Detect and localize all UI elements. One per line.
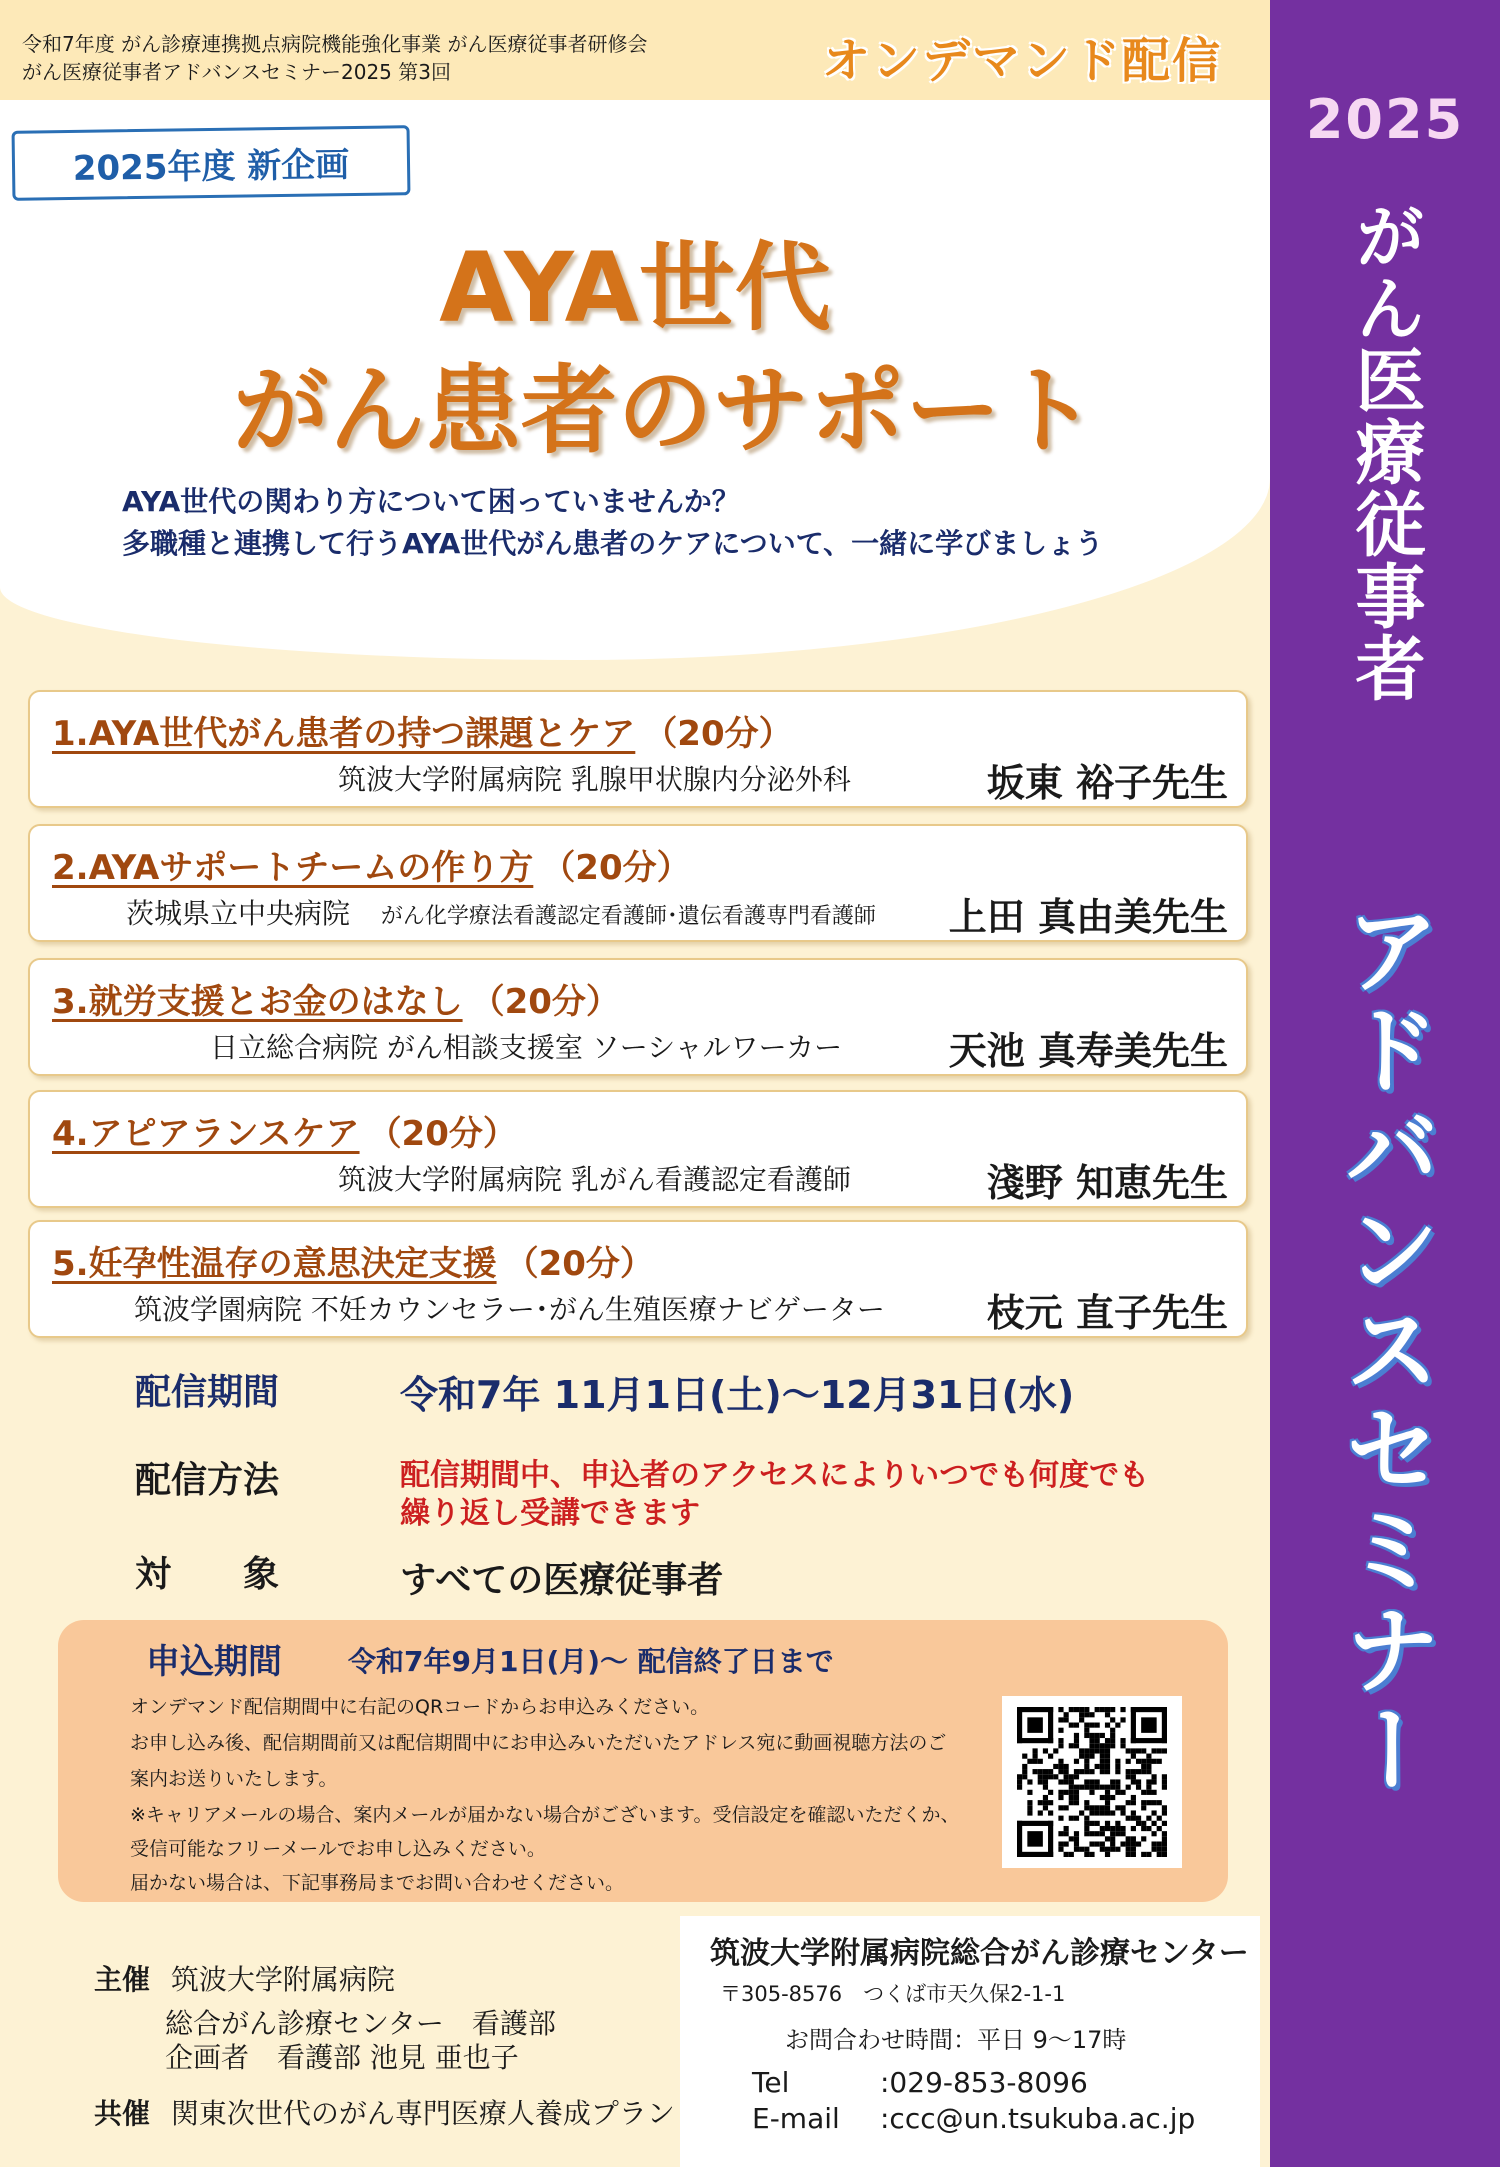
contact-hours: お問合わせ時間：平日 9～17時 [785,2026,1127,2054]
ondemand-label: オンデマンド配信 [822,33,1223,89]
main-title-line-1: AYA世代 [439,232,831,344]
session-affiliation: 筑波大学附属病院 乳腺甲状腺内分泌外科 [338,763,851,796]
method-label: 配信方法 [135,1460,280,1501]
host-name-1: 筑波大学附属病院 [170,1963,395,1996]
session-title [52,1106,517,1155]
session-card-3 [28,958,1248,1076]
session-topic: 3.就労支援とお金のはなし [52,982,463,1022]
session-topic: 2.AYAサポートチームの作り方 [52,848,534,888]
period-label: 配信期間 [135,1372,280,1413]
session-card-1 [28,690,1248,808]
new-project-badge: 2025年度 新企画 [12,125,411,201]
contact-tel-row [752,2066,1088,2099]
email-label: E-mail [752,2102,840,2135]
session-topic: 1.AYA世代がん患者の持つ課題とケア [52,714,636,754]
target-value: すべての医療従事者 [400,1560,724,1601]
session-title [52,706,793,755]
tel-value[interactable]: :029-853-8096 [880,2066,1088,2099]
host-name-2: 総合がん診療センター 看護部 [165,2007,556,2040]
header-line-1: 令和7年度 がん診療連携拠点病院機能強化事業 がん医療従事者研修会 [22,32,648,56]
sidebar-year: 2025 [1305,88,1465,151]
session-affiliation-hospital: 茨城県立中央病院 [126,897,351,930]
session-minutes: （20分） [643,714,793,754]
session-speaker: 淺野 知恵先生 [986,1161,1228,1205]
session-minutes: （20分） [367,1114,517,1154]
apply-note: 届かない場合は、下記事務局までお問い合わせください。 [130,1872,625,1894]
registration-qr-code[interactable] [1002,1696,1182,1868]
apply-note: ※キャリアメールの場合、案内メールが届かない場合がございます。受信設定を確認いただくか、 [130,1804,960,1826]
session-affiliation: 筑波学園病院 不妊カウンセラー･がん生殖医療ナビゲーター [134,1293,885,1326]
apply-period-value: 令和7年9月1日(月)～ 配信終了日まで [348,1645,834,1678]
session-card-4 [28,1090,1248,1208]
session-affiliation-role: がん化学療法看護認定看護師･遺伝看護専門看護師 [380,904,876,929]
cohost-name: 関東次世代のがん専門医療人養成プラン [170,2097,675,2130]
method-value-line-2: 繰り返し受講できます [400,1496,700,1531]
subcopy-line-2: 多職種と連携して行うAYA世代がん患者のケアについて、一緒に学びましょう [122,527,1104,560]
session-title [52,1236,654,1285]
tel-label: Tel [752,2066,790,2099]
session-affiliation [126,892,876,932]
session-speaker: 坂東 裕子先生 [986,761,1228,805]
email-value[interactable]: :ccc@un.tsukuba.ac.jp [880,2102,1196,2135]
host-planner: 企画者 看護部 池見 亜也子 [165,2041,519,2074]
apply-period-label: 申込期間 [146,1642,282,1682]
session-card-5 [28,1220,1248,1338]
period-value: 令和7年 11月1日(土)～12月31日(水) [400,1373,1075,1417]
session-speaker: 枝元 直子先生 [986,1291,1228,1335]
host-label: 主催 [94,1963,151,1996]
session-speaker: 天池 真寿美先生 [948,1029,1228,1073]
method-value-line-1: 配信期間中、申込者のアクセスによりいつでも何度でも [400,1458,1150,1493]
session-speaker: 上田 真由美先生 [948,895,1228,939]
cohost-label: 共催 [94,2097,151,2130]
session-topic: 5.妊孕性温存の意思決定支援 [52,1244,497,1284]
session-title [52,974,620,1023]
session-minutes: （20分） [541,848,691,888]
apply-note: オンデマンド配信期間中に右記のQRコードからお申込みください。 [130,1696,710,1718]
session-title [52,840,691,889]
main-title-line-2: がん患者のサポート [233,355,1097,467]
right-sidebar [1270,0,1500,2167]
apply-note: 受信可能なフリーメールでお申し込みください。 [130,1838,546,1860]
qr-code-icon [1017,1707,1167,1857]
apply-note: お申し込み後、配信期間前又は配信期間中にお申込みいただいたアドレス宛に動画視聴方法のご [130,1732,947,1754]
contact-address: 〒305-8576 つくば市天久保2-1-1 [720,1982,1066,2006]
session-card-2 [28,824,1248,942]
sidebar-vertical-title-2: アドバンスセミナー [1329,900,1441,1800]
target-label: 対 象 [135,1554,280,1595]
header-line-2: がん医療従事者アドバンスセミナー2025 第3回 [22,60,451,84]
subcopy-line-1: AYA世代の関わり方について困っていませんか？ [122,485,740,518]
application-box [58,1620,1228,1902]
session-affiliation: 筑波大学附属病院 乳がん看護認定看護師 [338,1163,851,1196]
sidebar-vertical-title-1: がん医療従事者 [1344,200,1426,704]
apply-note: 案内お送りいたします。 [130,1768,338,1790]
session-minutes: （20分） [470,982,620,1022]
cohost-block [94,2092,675,2132]
session-topic: 4.アピアランスケア [52,1114,360,1154]
organizer-block [94,1958,395,1998]
contact-email-row [752,2102,1195,2135]
session-affiliation: 日立総合病院 がん相談支援室 ソーシャルワーカー [210,1031,843,1064]
contact-name: 筑波大学附属病院総合がん診療センター [710,1936,1249,1971]
session-minutes: （20分） [504,1244,654,1284]
contact-box [680,1916,1260,2167]
